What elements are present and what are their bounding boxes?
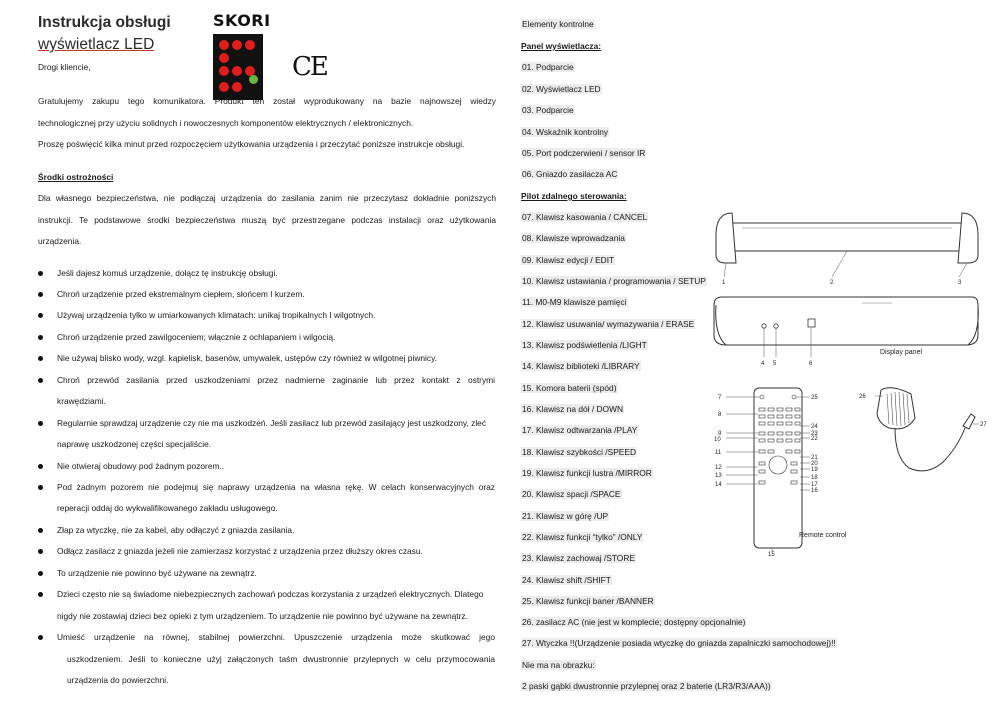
bullet-icon	[38, 421, 43, 426]
bullet-icon	[38, 313, 43, 318]
list-item: 02. Wyświetlacz LED	[522, 84, 601, 94]
bullet-icon	[38, 271, 43, 276]
bullet-icon	[38, 571, 43, 576]
list-item: 20. Klawisz spacji /SPACE	[522, 489, 621, 499]
remote-label-11: 11	[715, 450, 722, 456]
list-item: 19. Klawisz funkcji lustra /MIRROR	[522, 468, 652, 478]
ac-adapter-diagram	[855, 378, 990, 488]
display-label-3: 3	[958, 280, 962, 286]
remote-heading: Pilot zdalnego sterowania:	[521, 191, 627, 201]
brand-logo-icon	[213, 34, 263, 100]
list-item: 22. Klawisz funkcji “tylko” /ONLY	[522, 532, 643, 542]
list-item: 11. M0-M9 klawisze pamięci	[522, 297, 627, 307]
list-item: 06. Gniazdo zasilacza AC	[522, 169, 618, 179]
remote-label-16: 16	[811, 488, 818, 494]
remote-label-7: 7	[718, 395, 722, 401]
remote-label-22: 22	[811, 436, 818, 442]
panel-heading: Panel wyświetlacza:	[521, 41, 602, 51]
list-item: 24. Klawisz shift /SHIFT	[522, 575, 611, 585]
display-label-6: 6	[809, 361, 813, 367]
adapter-label-27: 27	[980, 422, 987, 428]
list-item: 04. Wskaźnik kontrolny	[522, 127, 609, 137]
safety-line-3: urządzenia.	[38, 236, 82, 246]
safety-heading: Środki ostrożności	[38, 172, 114, 182]
display-panel-diagram	[712, 205, 982, 370]
remote-control-diagram	[712, 380, 862, 560]
remote-label-17: 17	[811, 482, 818, 488]
missing-heading: Nie ma na obrazku:	[522, 660, 595, 670]
list-item: 13. Klawisz podświetlenia /LIGHT	[522, 340, 647, 350]
list-item: 10. Klawisz ustawiania / programowania / SETUP	[522, 276, 706, 286]
safety-line-1: Dla własnego bezpieczeństwa, nie podłączaj urządzenia do zasilania zanim nie przeczytasz dokładnie poniższych	[38, 193, 496, 203]
missing-item: 2 paski gąbki dwustronnie przylepnej oraz 2 baterie (LR3/R3/AAA))	[522, 681, 771, 691]
remote-label-14: 14	[715, 482, 722, 488]
list-item: 17. Klawisz odtwarzania /PLAY	[522, 425, 638, 435]
intro-line-1: Gratulujemy zakupu tego komunikatora. Produkt ten został wyprodukowany na bazie najnowszej wiedzy	[38, 96, 496, 106]
remote-label-24: 24	[811, 424, 818, 430]
remote-label-20: 20	[811, 461, 818, 467]
greeting: Drogi kliencie,	[38, 62, 91, 72]
list-item: 25. Klawisz funkcji baner /BANNER	[522, 596, 654, 606]
list-item: 09. Klawisz edycji / EDIT	[522, 255, 615, 265]
remote-label-10: 10	[714, 437, 721, 443]
display-label-1: 1	[722, 280, 726, 286]
list-item: 16. Klawisz na dół / DOWN	[522, 404, 623, 414]
controls-title: Elementy kontrolne	[522, 19, 594, 29]
list-item: 05. Port podczerwieni / sensor IR	[522, 148, 646, 158]
remote-label-13: 13	[715, 473, 722, 479]
bullet-icon	[38, 335, 43, 340]
list-item: 27. Wtyczka !!(Urządzenie posiada wtyczkę do gniazda zapalniczki samochodowej)!!	[522, 638, 836, 648]
remote-label-21: 21	[811, 455, 818, 461]
remote-label-23: 23	[811, 431, 818, 437]
manual-title: Instrukcja obsługi	[38, 14, 171, 31]
list-item: 12. Klawisz usuwania/ wymazywania / ERASE	[522, 319, 695, 329]
remote-label-19: 19	[811, 467, 818, 473]
list-item: 26. zasilacz AC (nie jest w komplecie; dostępny opcjonalnie)	[522, 617, 746, 627]
intro-paragraph-2: Proszę poświęcić kilka minut przed rozpoczęciem użytkowania urządzenia i przeczytać poniższe instrukcje obsługi.	[38, 139, 465, 149]
list-item: 23. Klawisz zachowaj /STORE	[522, 553, 635, 563]
list-item: 21. Klawisz w górę /UP	[522, 511, 609, 521]
remote-label-12: 12	[715, 465, 722, 471]
list-item: 01. Podparcie	[522, 62, 574, 72]
bullet-icon	[38, 356, 43, 361]
remote-control-caption: Remote control	[799, 532, 847, 539]
list-item: 18. Klawisz szybkości /SPEED	[522, 447, 637, 457]
adapter-label-26: 26	[859, 394, 866, 400]
bullet-icon	[38, 635, 43, 640]
safety-line-2: instrukcji. Te podstawowe środki bezpieczeństwa muszą być przestrzegane podczas instalacji oraz użytkowania	[38, 215, 496, 225]
list-item: 08. Klawisze wprowadzania	[522, 233, 625, 243]
display-panel-caption: Display panel	[880, 349, 923, 356]
bullet-icon	[38, 464, 43, 469]
remote-label-18: 18	[811, 475, 818, 481]
intro-line-2: technologicznej przy użyciu solidnych i nowoczesnych komponentów elektrycznych / elektronicznych.	[38, 118, 414, 128]
bullet-icon	[38, 292, 43, 297]
ce-mark-icon: CE	[292, 52, 327, 82]
list-item: 14. Klawisz biblioteki /LIBRARY	[522, 361, 640, 371]
list-item: 15. Komora baterii (spód)	[522, 383, 617, 393]
bullet-icon	[38, 485, 43, 490]
bullet-icon	[38, 378, 43, 383]
bullet-icon	[38, 592, 43, 597]
remote-label-8: 8	[718, 412, 722, 418]
manual-subtitle: wyświetlacz LED	[38, 36, 155, 53]
display-label-2: 2	[830, 280, 834, 286]
bullet-icon	[38, 528, 43, 533]
list-item: 03. Podparcie	[522, 105, 574, 115]
manual-page: Instrukcja obsługi wyświetlacz LED SKORI CE Drogi kliencie, Gratulujemy zakupu tego komunikatora. Produkt ten został wyprodukowany na bazie najnowszej wiedzy technologicznej przy użyciu solidnych i nowoczesnych komponentów elektrycznych / elektronicznych. Proszę poświęcić kilka minut przed rozpoczęciem użytkowania urządzenia i przeczytać poniższe instrukcje obsługi. Środki ostrożności Dla własnego bezpieczeństwa, nie podłączaj urządzenia do zasilania zanim nie przeczytasz dokładnie poniższych instrukcji. Te podstawowe środki bezpieczeństwa muszą być przestrzegane podczas instalacji oraz użytkowania urządzenia. Jeśli dajesz komuś urządzenie, dołącz tę instrukcję obsługi. Chroń urządzenie przed ekstremalnym ciepłem, słońcem I kurzem. Używaj urządzenia tylko w umiarkowanych klimatach: unikaj tropikalnych I wilgotnych. Chroń urządzenie przed zawilgoceniem; włącznie z ochlapaniem i wilgocią. Nie używaj blisko wody, wzgl. kąpielisk, basenów, umywalek, ustępów czy również w wilgotnej piwnicy. Chroń przewód zasilania przed uszkodzeniami przez nadmierne zaginanie lub przez kontakt z ostrymi krawędziami. Regularnie sprawdzaj urządzenie czy nie ma uszkodzeń. Jeśli zasilacz lub przewód zasilający jest uszkodzony, zleć naprawę uszkodzonej części specjaliście. Nie otwieraj obudowy pod żadnym pozorem.. Pod żadnym pozorem nie podejmuj się naprawy urządzenia na własna rękę. W celach konserwacyjnych oraz reperacji oddaj do wykwalifikowanego zakładu usługowego. Złap za wtyczkę, nie za kabel, aby odłączyć z gniazda zasilania. Odłącz zasilacz z gniazda jeżeli nie zamierzasz korzystać z urządzenia przez dłuższy okres czasu. To urządzenie nie powinno być używane na zewnątrz. Dzieci często nie są świadome niebezpiecznych zachowań podczas korzystania z urządzeń elektrycznych. Dlatego nigdy nie zostawiaj dzieci bez opieki z tym urządzeniem. To urządzenie nie powinno być używane na zewnątrz. Umieść urządzenie na równej, stabilnej powierzchni. Upuszczenie urządzenia może skutkować jego uszkodzeniem. Jeśli to konieczne użyj załączonych taśm dwustronnie przylepnych w celu przymocowania urządzenia do powierzchni. Elementy kontrolne Panel wyświetlacza: 01. Podparcie 02. Wyświetlacz LED 03. Podparcie 04. Wskaźnik kontrolny 05. Port podczerwieni / sensor IR 06. Gniazdo zasilacza AC Pilot zdalnego sterowania: 07. Klawisz kasowania / CANCEL 08. Klawisze wprowadzania 09. Klawisz edycji / EDIT 10. Klawisz ustawiania / programowania / SETUP 11. M0-M9 klawisze pamięci 12. Klawisz usuwania/ wymazywania / ERASE 13. Klawisz podświetlenia /LIGHT 14. Klawisz biblioteki /LIBRARY 15. Komora baterii (spód) 16. Klawisz na dół / DOWN 17. Klawisz odtwarzania /PLAY 18. Klawisz szybkości /SPEED 19. Klawisz funkcji lustra /MIRROR 20. Klawisz spacji /SPACE 21. Klawisz w górę /UP 22. Klawisz funkcji “tylko” /ONLY 23. Klawisz zachowaj /STORE 24. Klawisz shift /SHIFT 25. Klawisz funkcji baner /BANNER 26. zasilacz AC (nie jest w komplecie; dostępny opcjonalnie) 27. Wtyczka !!(Urządzenie posiada wtyczkę do gniazda zapalniczki samochodowej)!! Nie ma na obrazku: 2 paski gąbki dwustronnie przylepnej oraz 2 baterie (LR3/R3/AAA)) 1 2 3 4 5 6 Display panel 7 8 9 10 11 12 13 14 15 25 24 23 22 21 20 19 18 17 16 Remote control 26 27	[0, 0, 992, 701]
list-item: 07. Klawisz kasowania / CANCEL	[522, 212, 648, 222]
display-label-5: 5	[773, 361, 777, 367]
remote-label-15: 15	[768, 552, 775, 558]
display-label-4: 4	[761, 361, 765, 367]
bullet-icon	[38, 549, 43, 554]
remote-label-25: 25	[811, 395, 818, 401]
remote-label-9: 9	[718, 431, 722, 437]
brand-logo-text: SKORI	[213, 11, 271, 30]
